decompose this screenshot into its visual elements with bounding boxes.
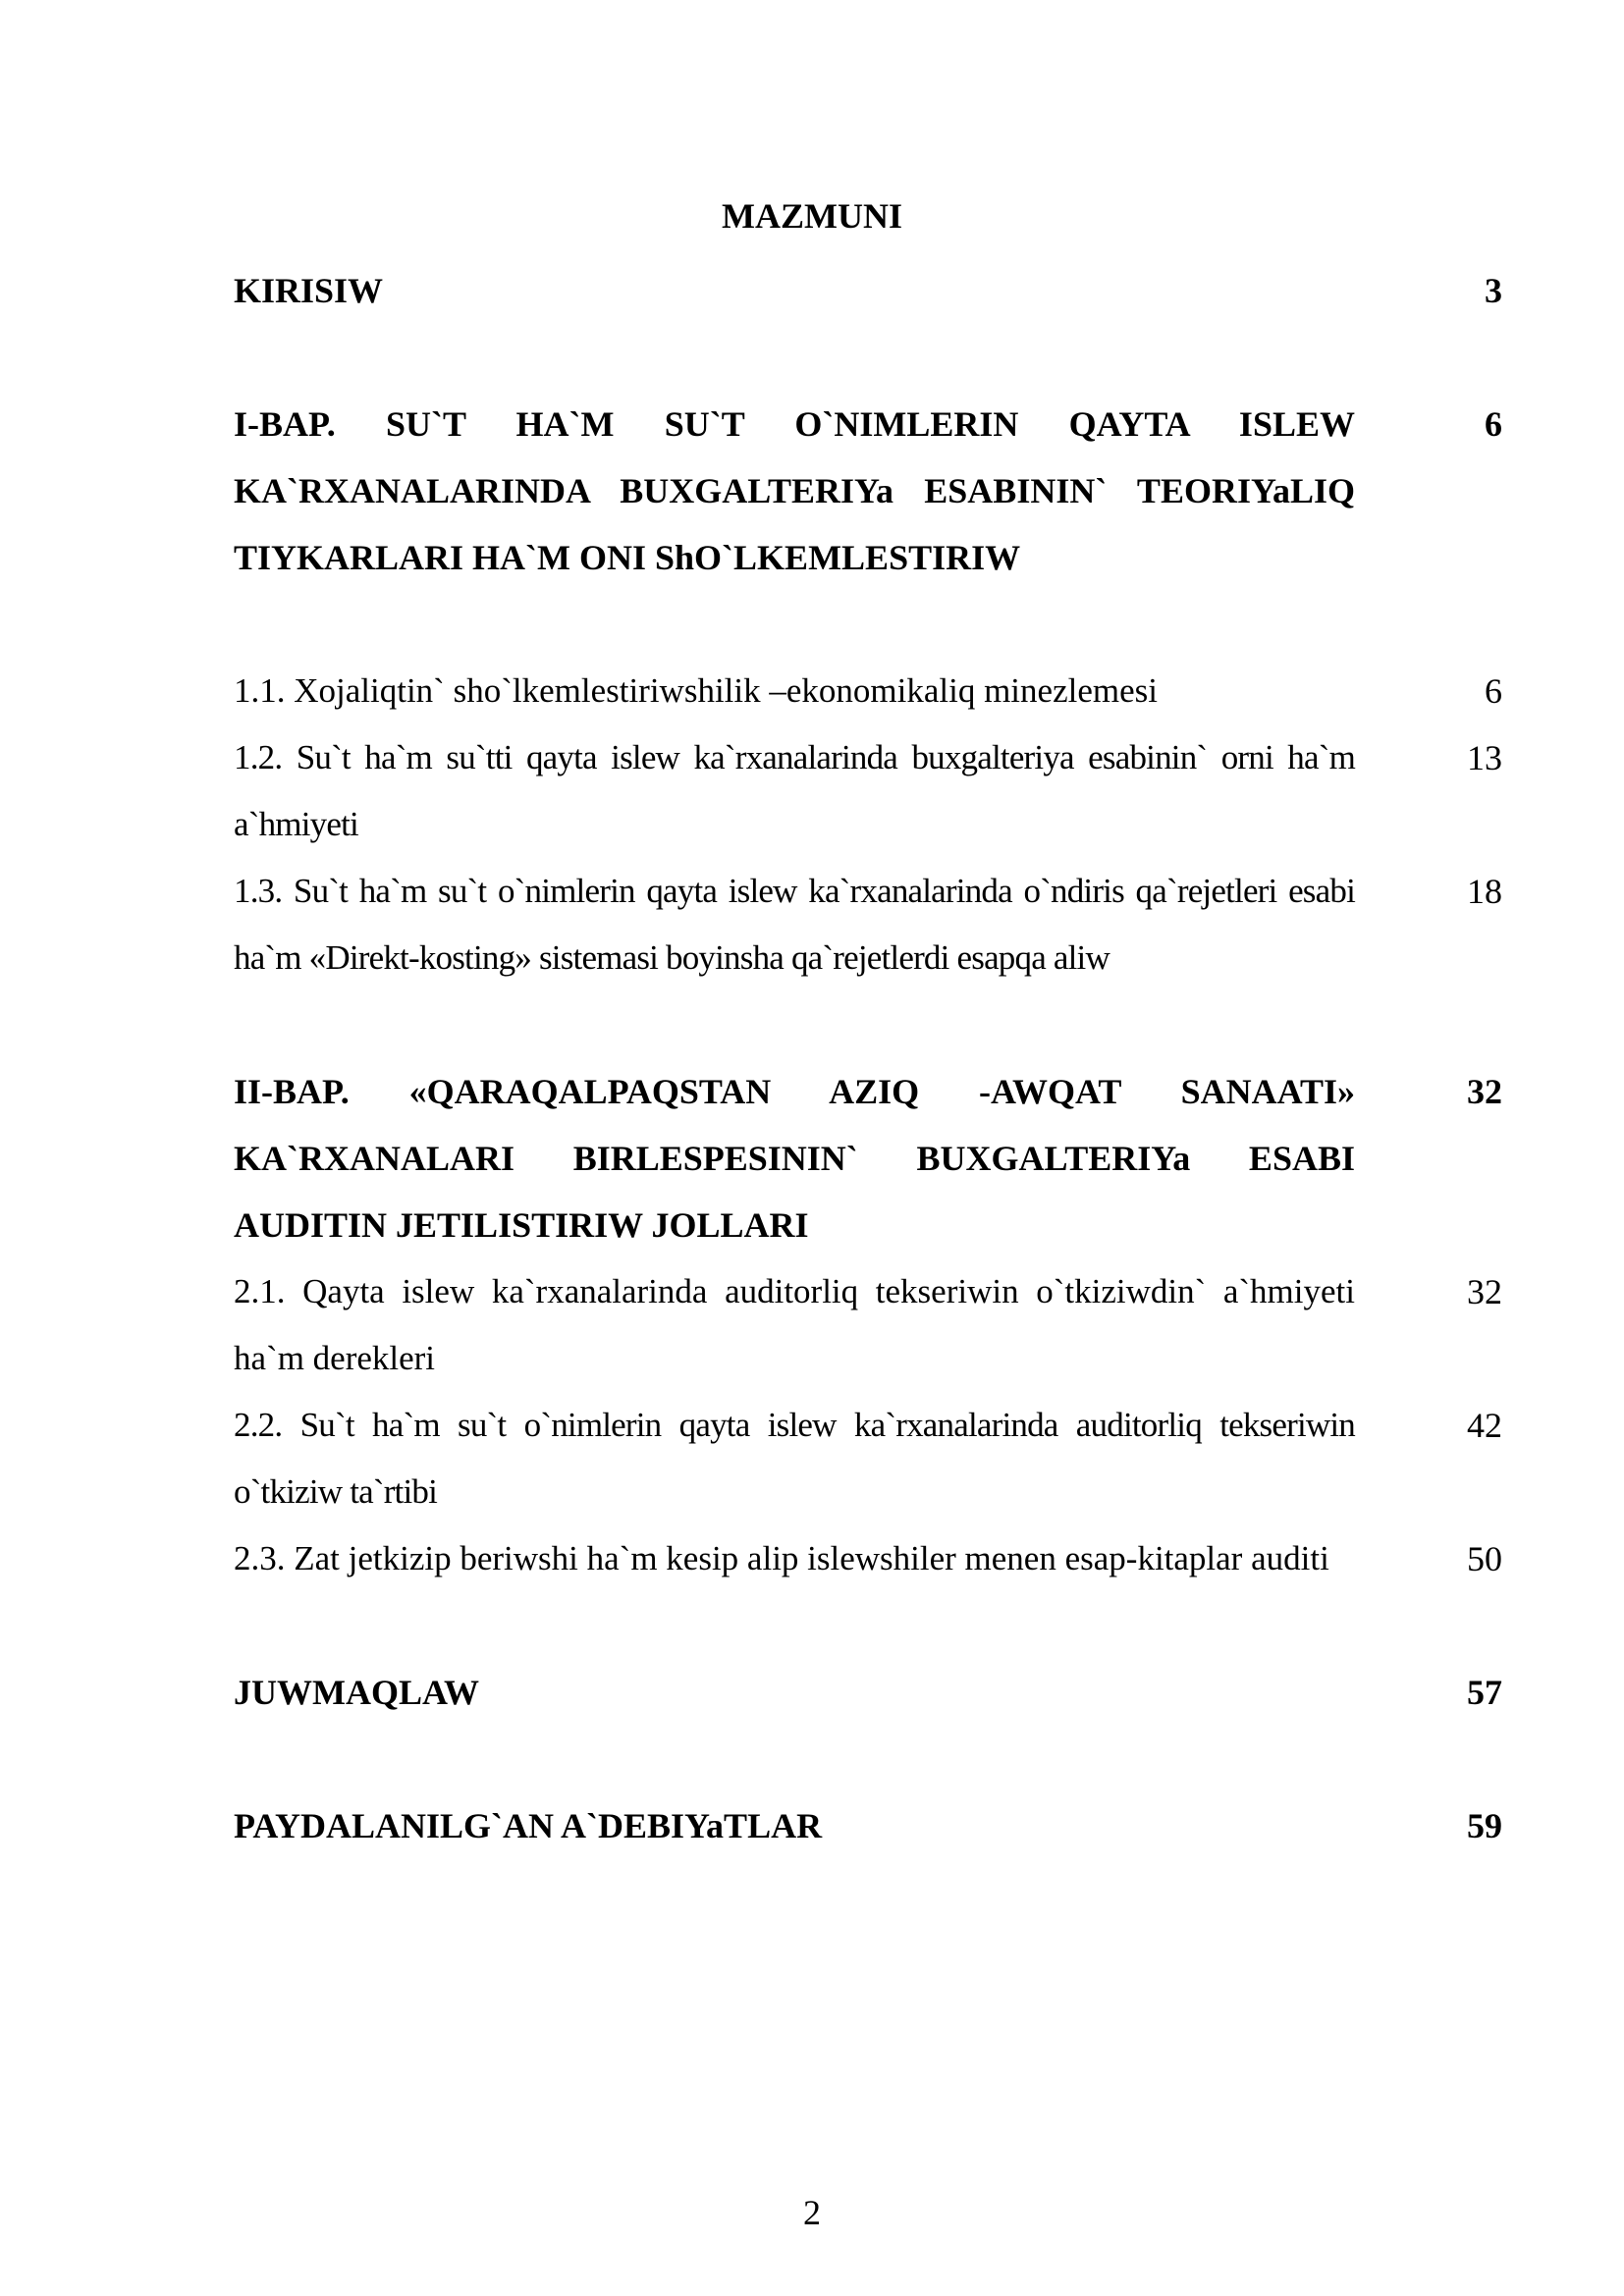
toc-entry-title: 1.1. Xojaliqtin` sho`lkemlestiriwshilik –ekonomikaliq minezlemesi: [234, 671, 1158, 710]
toc-entry-title: 2.1. Qayta islew ka`rxanalarinda auditorliq tekseriwin o`tkiziwdin` a`hmiyeti ha`m derekleri: [234, 1272, 1355, 1377]
toc-entry-page: 3: [1485, 271, 1502, 310]
toc-entry-page: 59: [1467, 1806, 1502, 1845]
toc-entry-title: 1.2. Su`t ha`m su`tti qayta islew ka`rxanalarinda buxgalteriya esabinin` orni ha`m a`hmiyeti: [234, 738, 1355, 843]
toc-entry-section-1-1: [234, 658, 1502, 724]
page-title: MAZMUNI: [722, 196, 902, 236]
toc-entry-title: 2.3. Zat jetkizip beriwshi ha`m kesip alip islewshiler menen esap-kitaplar auditi: [234, 1539, 1329, 1577]
toc-entry-chapter-1: [234, 391, 1502, 591]
toc-entry-page: 18: [1467, 872, 1502, 911]
toc-entry-page: 6: [1485, 404, 1502, 444]
page-number: 2: [803, 2193, 821, 2232]
toc-entry-title: KIRISIW: [234, 271, 384, 310]
toc-entry-section-2-1: [234, 1258, 1502, 1392]
toc-entry-page: 13: [1467, 738, 1502, 777]
toc-entry-section-2-3: [234, 1525, 1502, 1592]
table-of-contents: [234, 257, 1502, 1859]
toc-entry-page: 57: [1467, 1673, 1502, 1712]
toc-entry-page: 50: [1467, 1539, 1502, 1578]
toc-entry-title: 2.2. Su`t ha`m su`t o`nimlerin qayta islew ka`rxanalarinda auditorliq tekseriwin o`tkiziw ta`rtibi: [234, 1406, 1355, 1511]
toc-entry-title: PAYDALANILG`AN A`DEBIYaTLAR: [234, 1806, 823, 1845]
toc-entry-page: 32: [1467, 1272, 1502, 1311]
toc-entry-section-1-2: [234, 724, 1502, 858]
toc-entry-references: [234, 1792, 1502, 1859]
toc-entry-introduction: [234, 257, 1502, 324]
toc-entry-conclusion: [234, 1659, 1502, 1726]
toc-entry-title: 1.3. Su`t ha`m su`t o`nimlerin qayta islew ka`rxanalarinda o`ndiris qa`rejetleri esabi ha`m «Direkt-kosting» sistemasi boyinsha qa`rejetlerdi esapqa aliw: [234, 872, 1355, 977]
toc-entry-chapter-2: [234, 1058, 1502, 1258]
toc-entry-title: JUWMAQLAW: [234, 1673, 479, 1712]
toc-entry-page: 6: [1485, 671, 1502, 711]
toc-entry-title: I-BAP. SU`T HA`M SU`T O`NIMLERIN QAYTA ISLEW KA`RXANALARINDA BUXGALTERIYa ESABININ` TEORIYaLIQ TIYKARLARI HA`M ONI ShO`LKEMLESTIRIW: [234, 404, 1355, 577]
toc-entry-section-2-2: [234, 1392, 1502, 1525]
toc-entry-title: II-BAP. «QARAQALPAQSTAN AZIQ -AWQAT SANAATI» KA`RXANALARI BIRLESPESININ` BUXGALTERIYa ESABI AUDITIN JETILISTIRIW JOLLARI: [234, 1072, 1355, 1245]
toc-entry-section-1-3: [234, 858, 1502, 991]
toc-entry-page: 32: [1467, 1072, 1502, 1111]
toc-entry-page: 42: [1467, 1406, 1502, 1445]
